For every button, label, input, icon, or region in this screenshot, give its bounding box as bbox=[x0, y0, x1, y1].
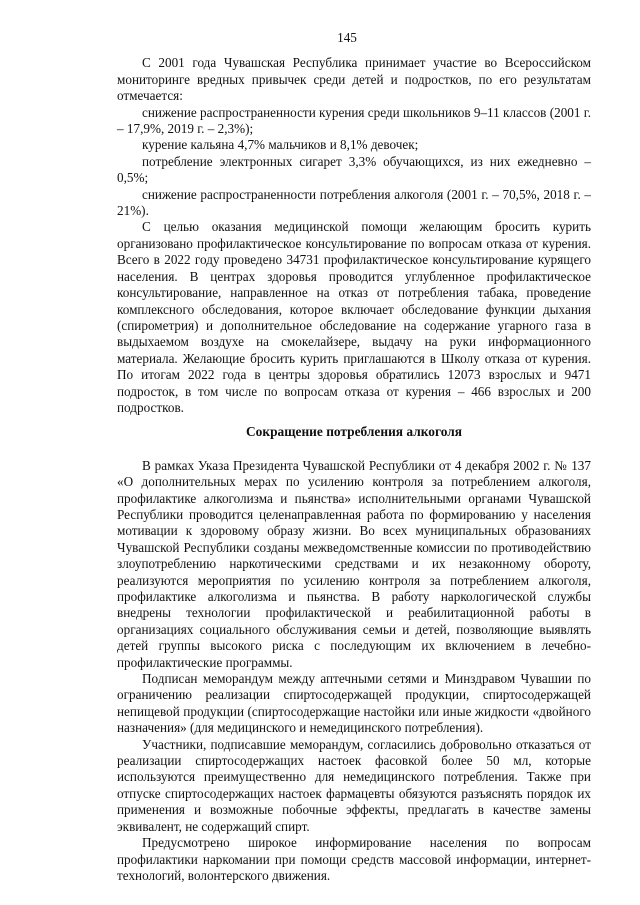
monitoring-intro-paragraph: С 2001 года Чувашская Республика принимает участие во Всероссийском мониторинге вредных привычек среди детей и подростков, по его результатам отмечается: bbox=[117, 55, 591, 104]
result-item-smoking: снижение распространенности курения среди школьников 9–11 классов (2001 г. – 17,9%, 2019 г. – 2,3%); bbox=[117, 104, 591, 137]
participants-paragraph: Участники, подписавшие меморандум, согласились добровольно отказаться от реализации спиртосодержащих настоек фасовкой более 50 мл, которые используются преимущественно для немедицинского потребления. Также при отпуске спиртосодержащих настоек фармацевты обязуются разъяснять порядок их применения и возможные побочные эффекты, предлагать в качестве замены эквивалент, не содержащий спирт. bbox=[117, 736, 591, 834]
result-item-e-cigarettes: потребление электронных сигарет 3,3% обучающихся, из них ежедневно – 0,5%; bbox=[117, 153, 591, 186]
smoking-section bbox=[117, 55, 591, 416]
memorandum-paragraph: Подписан меморандум между аптечными сетями и Минздравом Чувашии по ограничению реализации спиртосодержащей продукции, спиртосодержащей непищевой продукции (спиртосодержащие настойки или иные жидкости «двойного назначения» (для медицинского и немедицинского потребления). bbox=[117, 671, 591, 736]
decree-paragraph: В рамках Указа Президента Чувашской Республики от 4 декабря 2002 г. № 137 «О дополнительных мерах по усилению контроля за потреблением алкоголя, профилактике алкоголизма и пьянства» исполнительными органами Чувашской Республики проводится целенаправленная работа по формированию у населения мотивации к здоровому образу жизни. Во всех муниципальных образованиях Чувашской Республики созданы межведомственные комиссии по противодействию злоупотреблению наркотическими средствами и их незаконному обороту, реализуются мероприятия по усилению контроля за потреблением алкоголя, профилактике алкоголизма и пьянства. В работу наркологической службы внедрены технологии профилактической и реабилитационной работы в организациях социального обслуживания семьи и детей, позволяющие выявлять детей группы высокого риска с последующим их включением в лечебно-профилактические программы. bbox=[117, 457, 591, 670]
result-item-hookah: курение кальяна 4,7% мальчиков и 8,1% девочек; bbox=[142, 137, 419, 153]
information-paragraph: Предусмотрено широкое информирование населения по вопросам профилактики наркомании при помощи средств массовой информации, интернет-технологий, волонтерского движения. bbox=[117, 835, 591, 883]
page-number: 145 bbox=[337, 30, 357, 45]
result-item-alcohol: снижение распространенности потребления алкоголя (2001 г. – 70,5%, 2018 г. – 21%). bbox=[117, 186, 591, 219]
smoking-cessation-paragraph: С целью оказания медицинской помощи желающим бросить курить организовано профилактическое консультирование по вопросам отказа от курения. Всего в 2022 году проведено 34731 профилактическое консультирование курящего населения. В центрах здоровья проводится углубленное профилактическое консультирование, направленное на отказ от потребления табака, проведение комплексного обследования, которое включает обследование функции дыхания (спирометрия) и дополнительное обследование на содержание угарного газа в выдыхаемом воздухе на смокелайзере, выдачу на руки информационного материала. Желающие бросить курить приглашаются в Школу отказа от курения. По итогам 2022 года в центры здоровья обратились 12073 взрослых и 9471 подросток, в том числе по вопросам отказа от курения – 466 взрослых и 200 подростков. bbox=[117, 219, 591, 415]
alcohol-section bbox=[117, 458, 591, 885]
section-heading-alcohol: Сокращение потребления алкоголя bbox=[246, 424, 462, 440]
